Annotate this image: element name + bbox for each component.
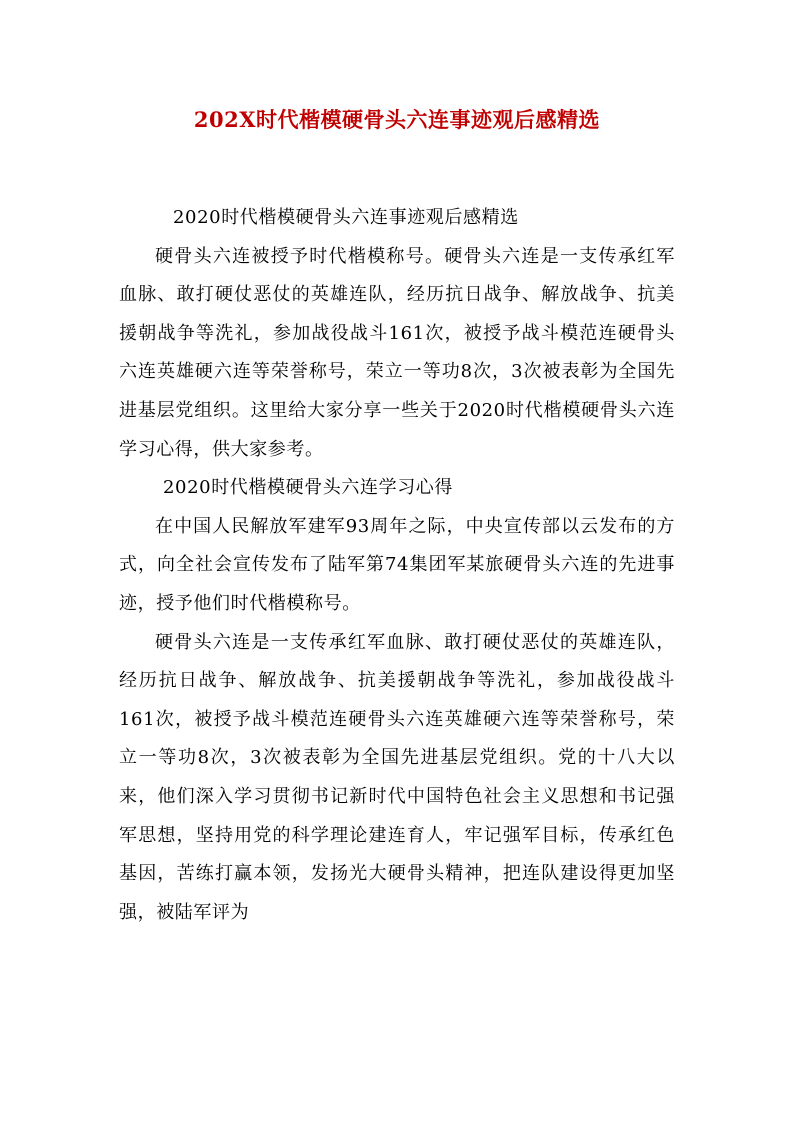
learning-paragraph-2: 硬骨头六连是一支传承红军血脉、敢打硬仗恶仗的英雄连队，经历抗日战争、解放战争、抗美援朝战争等洗礼，参加战役战斗161次，被授予战斗模范连硬骨头六连英雄硬六连等荣誉称号，荣立一等功8次，3次被表彰为全国先进基层党组织。党的十八大以来，他们深入学习贯彻书记新时代中国特色社会主义思想和书记强军思想，坚持用党的科学理论建连育人，牢记强军目标，传承红色基因，苦练打赢本领，发扬光大硬骨头精神，把连队建设得更加坚强，被陆军评为 [119, 631, 675, 923]
section-heading-learning: 2020时代楷模硬骨头六连学习心得 [163, 477, 454, 499]
document-body [119, 199, 675, 932]
section-heading-observations: 2020时代楷模硬骨头六连事迹观后感精选 [173, 207, 519, 228]
learning-paragraph-1: 在中国人民解放军建军93周年之际，中央宣传部以云发布的方式，向全社会宣传发布了陆军第74集团军某旅硬骨头六连的先进事迹，授予他们时代楷模称号。 [119, 515, 675, 614]
intro-paragraph: 硬骨头六连被授予时代楷模称号。硬骨头六连是一支传承红军血脉、敢打硬仗恶仗的英雄连队，经历抗日战争、解放战争、抗美援朝战争等洗礼，参加战役战斗161次，被授予战斗模范连硬骨头六连英雄硬六连等荣誉称号，荣立一等功8次，3次被表彰为全国先进基层党组织。这里给大家分享一些关于2020时代楷模硬骨头六连学习心得，供大家参考。 [119, 245, 675, 460]
document-title: 202X时代楷模硬骨头六连事迹观后感精选 [193, 107, 601, 132]
